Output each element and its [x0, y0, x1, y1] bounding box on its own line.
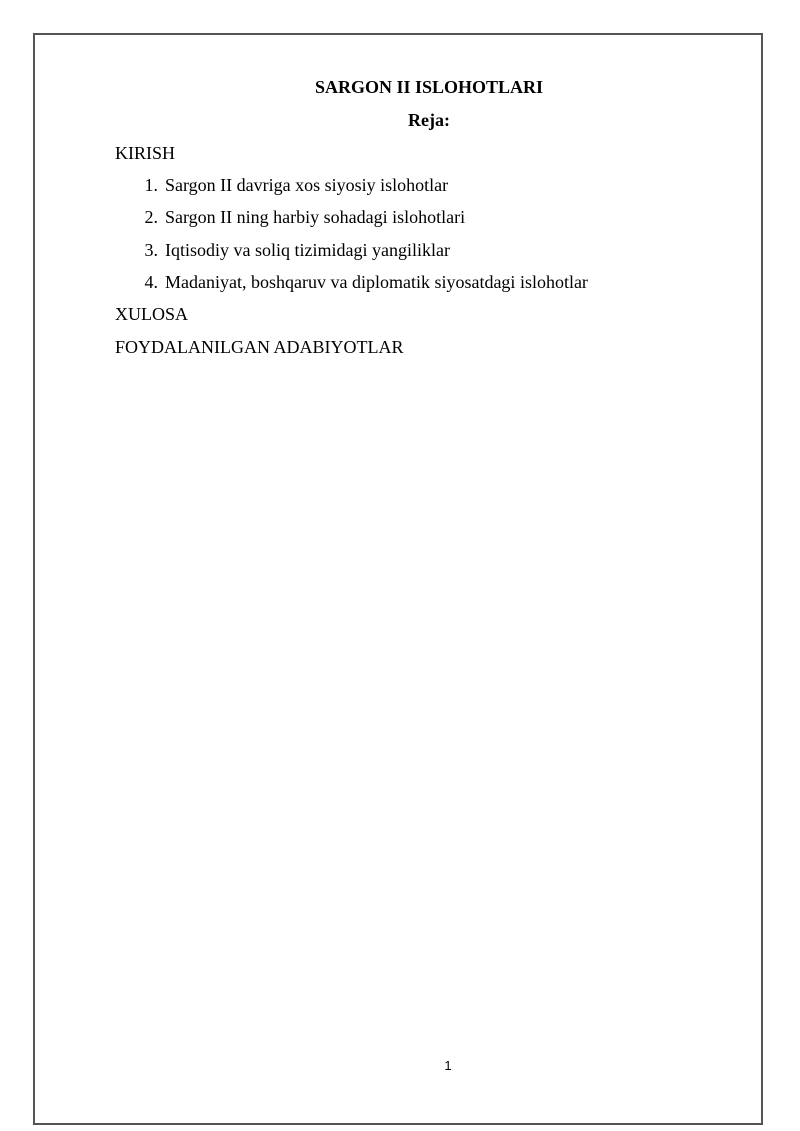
- plan-item-text: Madaniyat, boshqaruv va diplomatik siyosatdagi islohotlar: [165, 271, 588, 292]
- plan-item-text: Sargon II davriga xos siyosiy islohotlar: [165, 175, 449, 195]
- page-number: 1: [444, 1058, 452, 1073]
- plan-item: [115, 271, 588, 303]
- conclusion-heading: XULOSA: [115, 304, 189, 324]
- plan-item-text: Sargon II ning harbiy sohadagi islohotlari: [165, 207, 466, 228]
- plan-list: [115, 174, 588, 303]
- document-title: SARGON II ISLOHOTLARI: [314, 77, 544, 97]
- references-heading: FOYDALANILGAN ADABIYOTLAR: [115, 337, 404, 357]
- intro-heading: KIRISH: [115, 143, 176, 163]
- plan-item-number: 2.: [144, 207, 158, 228]
- plan-item-number: 1.: [144, 175, 158, 195]
- plan-heading: Reja:: [408, 110, 450, 130]
- plan-item: [115, 239, 588, 271]
- plan-item: [115, 206, 588, 238]
- plan-item: [115, 174, 588, 206]
- plan-item-text: Iqtisodiy va soliq tizimidagi yangiliklar: [165, 239, 450, 260]
- plan-item-number: 4.: [144, 271, 158, 292]
- plan-item-number: 3.: [144, 239, 158, 260]
